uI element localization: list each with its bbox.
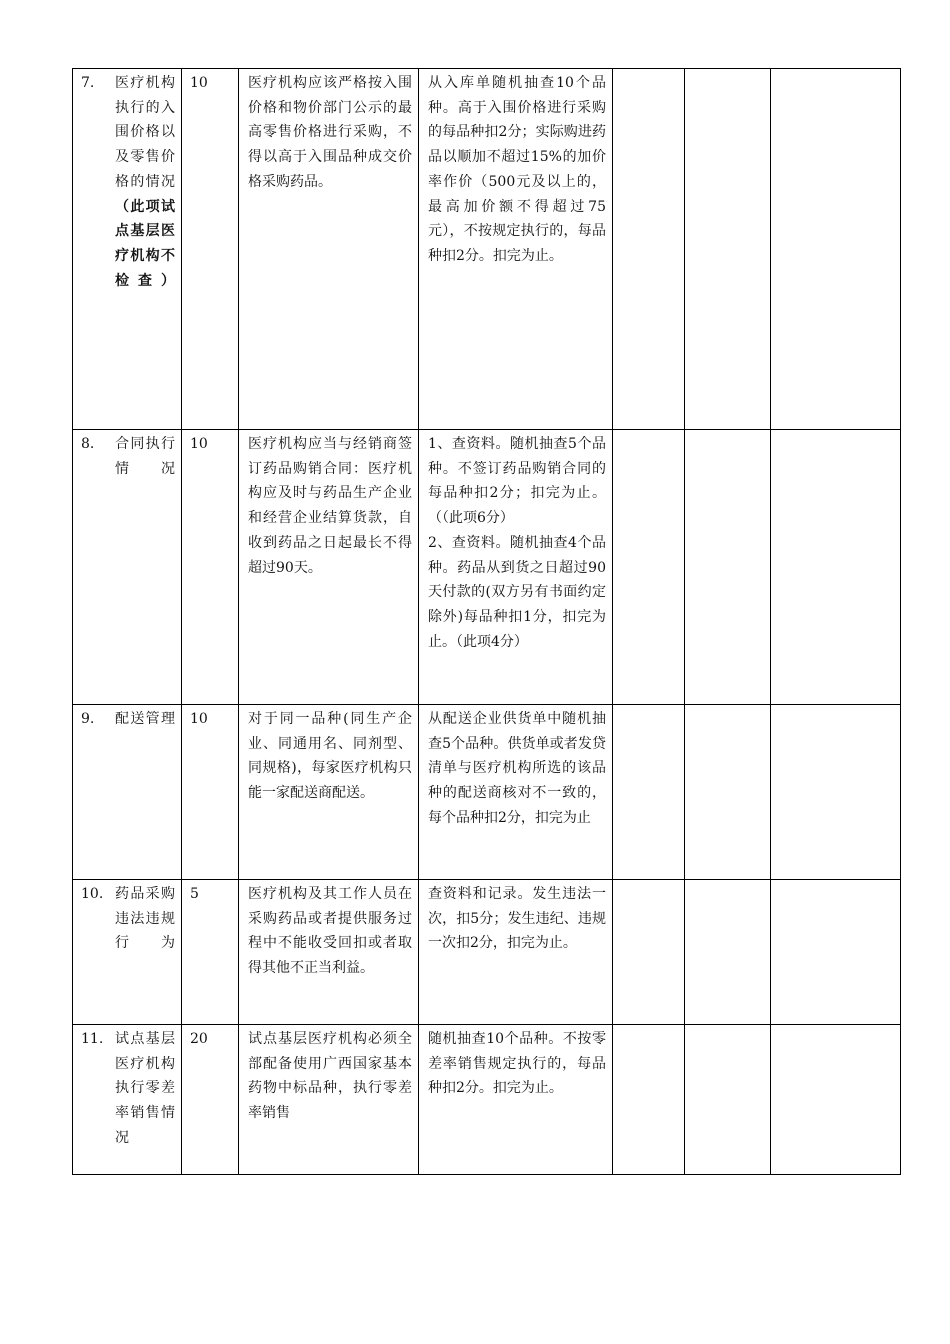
method-part-1: 1、查资料。随机抽查5个品种。不签订药品购销合同的每品种扣2分；扣完为止。（（此项6分）	[428, 436, 606, 527]
item-cell	[73, 430, 182, 705]
item-name	[115, 71, 175, 293]
item-name: 药品采购违法违规行为	[115, 886, 175, 952]
requirement-cell: 试点基层医疗机构必须全部配备使用广西国家基本药物中标品种，执行零差率销售	[239, 1025, 419, 1175]
blank-cell	[613, 430, 685, 705]
blank-cell	[613, 880, 685, 1025]
blank-cell	[685, 880, 771, 1025]
method-cell	[419, 430, 613, 705]
method-cell: 查资料和记录。发生违法一次，扣5分；发生违纪、违规一次扣2分，扣完为止。	[419, 880, 613, 1025]
score-cell: 5	[182, 880, 239, 1025]
item-number: 8.	[81, 436, 95, 452]
item-number: 9.	[81, 711, 95, 727]
score-cell: 10	[182, 69, 239, 430]
blank-cell	[613, 69, 685, 430]
table-row	[73, 705, 901, 880]
method-cell: 从配送企业供货单中随机抽查5个品种。供货单或者发贷清单与医疗机构所选的该品种的配送商核对不一致的，每个品种扣2分，扣完为止	[419, 705, 613, 880]
blank-cell	[771, 880, 901, 1025]
item-name: 试点基层医疗机构执行零差率销售情况	[115, 1031, 175, 1146]
requirement-cell: 对于同一品种(同生产企业、同通用名、同剂型、同规格)，每家医疗机构只能一家配送商配送。	[239, 705, 419, 880]
item-name-text: 医疗机构执行的入围价格以及零售价格的情况	[115, 75, 175, 190]
item-number: 7.	[81, 75, 95, 91]
item-cell	[73, 880, 182, 1025]
requirement-cell: 医疗机构应当与经销商签订药品购销合同：医疗机构应及时与药品生产企业和经营企业结算货款，自收到药品之日起最长不得超过90天。	[239, 430, 419, 705]
requirement-cell: 医疗机构及其工作人员在采购药品或者提供服务过程中不能收受回扣或者取得其他不正当利益。	[239, 880, 419, 1025]
method-cell: 随机抽查10个品种。不按零差率销售规定执行的，每品种扣2分。扣完为止。	[419, 1025, 613, 1175]
blank-cell	[685, 705, 771, 880]
score-cell: 10	[182, 705, 239, 880]
item-name: 合同执行情况	[115, 436, 175, 477]
table-row	[73, 69, 901, 430]
requirement-cell: 医疗机构应该严格按入围价格和物价部门公示的最高零售价格进行采购，不得以高于入围品种成交价格采购药品。	[239, 69, 419, 430]
blank-cell	[685, 69, 771, 430]
method-cell: 从入库单随机抽查10个品种。高于入围价格进行采购的每品种扣2分；实际购进药品以顺加不超过15%的加价率作价（500元及以上的，最高加价额不得超过75元），不按规定执行的，每品种扣2分。扣完为止。	[419, 69, 613, 430]
table-row	[73, 1025, 901, 1175]
blank-cell	[685, 1025, 771, 1175]
blank-cell	[771, 69, 901, 430]
evaluation-table	[72, 68, 901, 1175]
item-note: （此项试点基层医疗机构不检查）	[115, 198, 175, 289]
item-number: 11.	[81, 1031, 104, 1047]
blank-cell	[613, 1025, 685, 1175]
method-part-2: 2、查资料。随机抽查4个品种。药品从到货之日超过90天付款的(双方另有书面约定除外)每品种扣1分，扣完为止。（此项4分）	[428, 534, 606, 650]
blank-cell	[771, 1025, 901, 1175]
blank-cell	[685, 430, 771, 705]
item-cell	[73, 1025, 182, 1175]
item-cell	[73, 705, 182, 880]
item-cell	[73, 69, 182, 430]
score-cell: 20	[182, 1025, 239, 1175]
blank-cell	[771, 430, 901, 705]
item-name: 配送管理	[115, 711, 175, 727]
blank-cell	[771, 705, 901, 880]
table-row	[73, 880, 901, 1025]
score-cell: 10	[182, 430, 239, 705]
blank-cell	[613, 705, 685, 880]
table-row	[73, 430, 901, 705]
item-number: 10.	[81, 886, 104, 902]
